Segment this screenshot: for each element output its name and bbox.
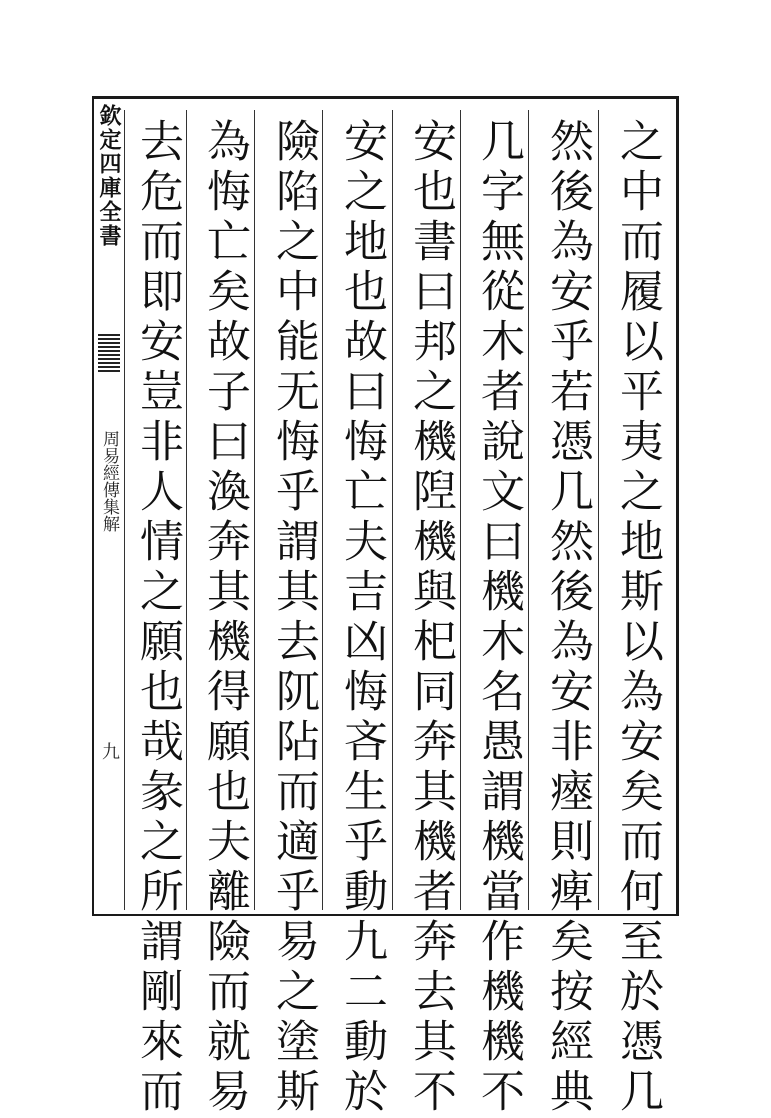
margin-book-title: 周易經傳集解 bbox=[99, 430, 119, 532]
column-rule bbox=[392, 110, 393, 910]
text-column-7: 為悔亡矣故子曰渙奔其機得願也夫離險而就易 bbox=[199, 118, 250, 1118]
column-rule bbox=[124, 110, 125, 910]
column-rule bbox=[598, 110, 599, 910]
text-column-6: 險陷之中能无悔乎謂其去阢阽而適乎易之塗斯 bbox=[268, 118, 319, 1118]
text-column-4: 安也書曰邦之機隉機與𣏌同奔其機者奔去其不 bbox=[405, 118, 456, 1118]
frame-top-border bbox=[92, 96, 678, 99]
margin-title: 欽定四庫全書 bbox=[96, 104, 122, 248]
text-column-2: 然後為安乎若憑几然後為安非瘞則痺矣按經典 bbox=[542, 118, 593, 1118]
margin-page-number: 九 bbox=[99, 742, 120, 760]
fish-tail-ornament bbox=[98, 332, 120, 372]
text-column-5: 安之地也故曰悔亡夫吉凶悔吝生乎動九二動於 bbox=[336, 118, 387, 1118]
frame-left-border bbox=[92, 96, 94, 916]
frame-right-border bbox=[676, 96, 679, 916]
text-column-1: 之中而履以平夷之地斯以為安矣而何至於憑几 bbox=[612, 118, 663, 1118]
text-column-8: 去危而即安豈非人情之願也哉彖之所謂剛來而 bbox=[132, 118, 183, 1118]
text-column-3: 几字無從木者說文曰機木名愚謂機當作機機不 bbox=[473, 118, 524, 1118]
